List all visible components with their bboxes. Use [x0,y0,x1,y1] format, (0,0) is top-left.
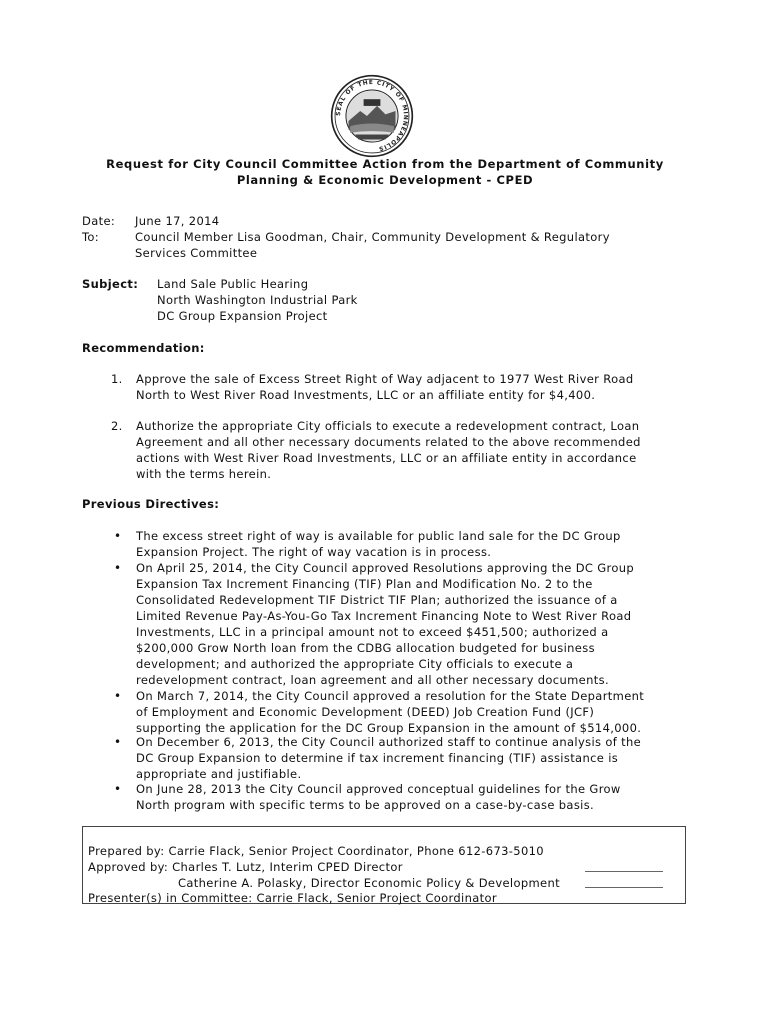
subject-line-2: North Washington Industrial Park [157,293,358,307]
bullet-line: On April 25, 2014, the City Council approved Resolutions approving the DC Group [136,561,635,575]
bullet-line: supporting the application for the DC Group Expansion in the amount of $514,000. [136,721,642,735]
subject-line-1: Land Sale Public Hearing [157,277,309,291]
item-number: 1. [111,372,123,386]
bullet-icon: • [114,689,122,703]
to-label: To: [82,230,100,244]
bullet-line: Consolidated Redevelopment TIF District TIF Plan; authorized the issuance of a [136,593,618,607]
bullet-icon: • [114,782,122,796]
bullet-icon: • [114,561,122,575]
item-line: with the terms herein. [136,467,272,481]
bullet-line: DC Group Expansion to determine if tax increment financing (TIF) assistance is [136,751,619,765]
item-line: Agreement and all other necessary documents related to the above recommended [136,435,641,449]
directive-bullet-5 [114,781,684,813]
bullet-line: Expansion Tax Increment Financing (TIF) Plan and Modification No. 2 to the [136,577,593,591]
bullet-line: Limited Revenue Pay-As-You-Go Tax Increment Financing Note to West River Road [136,609,632,623]
directive-bullet-4 [114,734,684,782]
signature-line-2 [585,887,663,888]
item-line: Authorize the appropriate City officials to execute a redevelopment contract, Loan [136,419,640,433]
bullet-line: Investments, LLC in a principal amount not to exceed $451,500; authorized a [136,625,609,639]
title-line-1: Request for City Council Committee Action from the Department of Community [106,157,664,171]
bullet-line: of Employment and Economic Development (DEED) Job Creation Fund (JCF) [136,705,595,719]
item-line: Approve the sale of Excess Street Right of Way adjacent to 1977 West River Road [136,372,634,386]
directive-bullet-3 [114,688,684,736]
date-label: Date: [82,214,116,228]
title-line-2: Planning & Economic Development - CPED [236,173,534,187]
item-line: actions with West River Road Investments, LLC or an affiliate entity in accordance [136,451,637,465]
directive-bullet-2 [114,560,684,688]
previous-directives-heading: Previous Directives: [82,497,220,511]
bullet-line: North program with specific terms to be approved on a case-by-case basis. [136,798,595,812]
approved-by-1: Approved by: Charles T. Lutz, Interim CPED Director [88,860,403,874]
bullet-icon: • [114,735,122,749]
to-line-2: Services Committee [135,246,258,260]
recommendation-item-2 [111,418,681,482]
seal-text: SEAL OF THE CITY OF MINNEAPOLIS [335,80,409,152]
item-number: 2. [111,419,123,433]
city-seal-icon [330,74,414,158]
presenter: Presenter(s) in Committee: Carrie Flack, Senior Project Coordinator [88,891,497,905]
subject-label: Subject: [82,277,139,291]
bullet-line: On March 7, 2014, the City Council approved a resolution for the State Department [136,689,645,703]
date-value: June 17, 2014 [135,214,220,228]
prepared-by: Prepared by: Carrie Flack, Senior Project Coordinator, Phone 612-673-5010 [88,844,544,858]
to-line-1: Council Member Lisa Goodman, Chair, Community Development & Regulatory [135,230,610,244]
bullet-line: Expansion Project. The right of way vacation is in process. [136,545,492,559]
bullet-line: development; and authorized the appropriate City officials to execute a [136,657,574,671]
bullet-line: The excess street right of way is available for public land sale for the DC Group [136,529,621,543]
signature-line-1 [585,871,663,872]
item-line: North to West River Road Investments, LLC or an affiliate entity for $4,400. [136,388,596,402]
directive-bullet-1 [114,528,684,560]
subject-line-3: DC Group Expansion Project [157,309,328,323]
bullet-line: appropriate and justifiable. [136,767,302,781]
bullet-line: redevelopment contract, loan agreement and all other necessary documents. [136,673,609,687]
recommendation-heading: Recommendation: [82,341,205,355]
bullet-line: $200,000 Grow North loan from the CDBG allocation budgeted for business [136,641,595,655]
bullet-line: On December 6, 2013, the City Council authorized staff to continue analysis of the [136,735,642,749]
bullet-line: On June 28, 2013 the City Council approved conceptual guidelines for the Grow [136,782,621,796]
page-title [60,156,710,188]
approved-by-2: Catherine A. Polasky, Director Economic Policy & Development [178,876,560,890]
bullet-icon: • [114,529,122,543]
recommendation-item-1 [111,371,681,403]
